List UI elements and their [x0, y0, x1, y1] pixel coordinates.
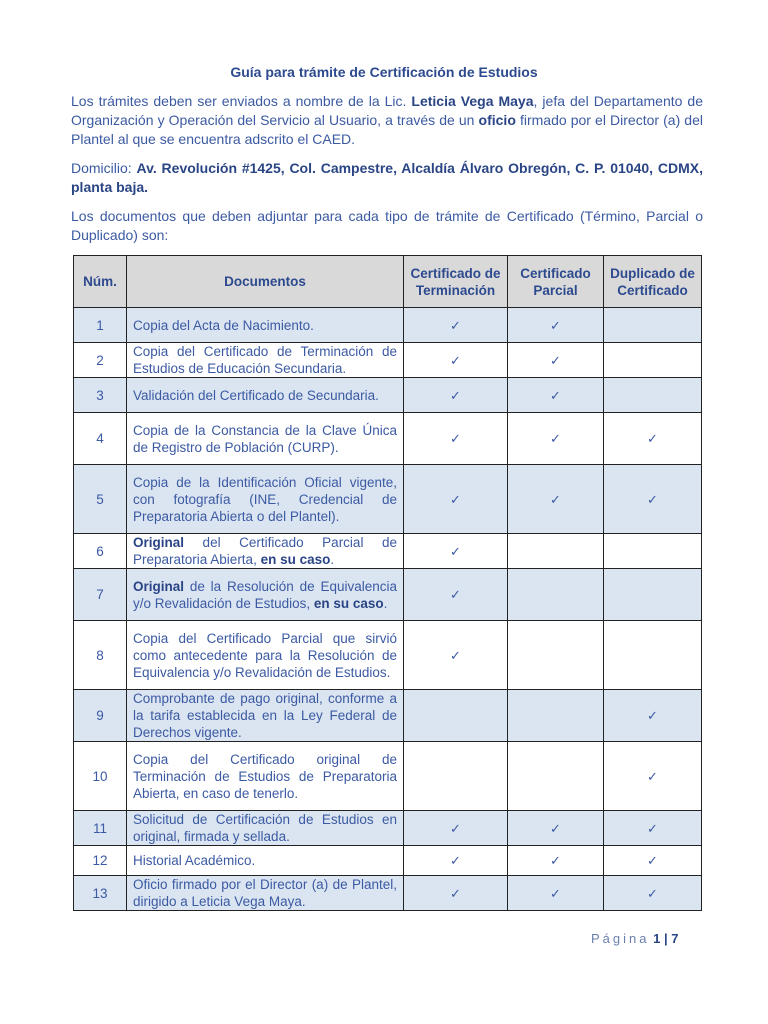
- table-row: [74, 569, 702, 621]
- check-cell-parcial: [508, 378, 604, 413]
- intro-paragraph: [71, 92, 703, 149]
- check-cell-term: [404, 621, 508, 690]
- checkmark-icon: ✓: [550, 885, 561, 901]
- check-cell-term: [404, 378, 508, 413]
- table-row: [74, 534, 702, 569]
- row-document: [127, 742, 404, 811]
- check-cell-parcial: [508, 413, 604, 465]
- check-cell-parcial: [508, 742, 604, 811]
- document-text: Copia de la Identificación Oficial vigente, con fotografía (INE, Credencial de Preparatoria Abierta o del Plantel).: [133, 474, 397, 524]
- check-cell-parcial: [508, 343, 604, 378]
- checkmark-icon: ✓: [550, 352, 561, 368]
- row-number: 12: [74, 846, 127, 876]
- address-label: Domicilio:: [71, 160, 137, 176]
- oficio-word: oficio: [478, 112, 516, 128]
- document-text-bold: Original: [133, 578, 185, 594]
- check-cell-dup: [604, 308, 702, 343]
- document-text-bold: en su caso: [260, 552, 331, 567]
- address-paragraph: [71, 159, 703, 197]
- row-document: [127, 811, 404, 846]
- address-value: Av. Revolución #1425, Col. Campestre, Alcaldía Álvaro Obregón, C. P. 01040, CDMX, planta baja.: [71, 160, 703, 195]
- row-document: [127, 413, 404, 465]
- check-cell-dup: [604, 690, 702, 742]
- check-cell-dup: [604, 343, 702, 378]
- document-text: Solicitud de Certificación de Estudios en original, firmada y sellada.: [133, 812, 397, 844]
- row-document: [127, 621, 404, 690]
- row-document: [127, 846, 404, 876]
- header-num: Núm.: [74, 256, 127, 308]
- checkmark-icon: ✓: [550, 387, 561, 403]
- row-number: 9: [74, 690, 127, 742]
- document-text: Copia del Acta de Nacimiento.: [133, 317, 314, 333]
- row-number: 4: [74, 413, 127, 465]
- check-cell-parcial: [508, 569, 604, 621]
- header-duplicado: Duplicado de Certificado: [604, 256, 702, 308]
- checkmark-icon: ✓: [450, 647, 461, 663]
- intro-text-1: Los trámites deben ser enviados a nombre de la Lic.: [71, 93, 412, 109]
- row-document: [127, 465, 404, 534]
- checkmark-icon: ✓: [647, 885, 658, 901]
- check-cell-parcial: [508, 846, 604, 876]
- page-title: Guía para trámite de Certificación de Estudios: [230, 64, 538, 80]
- intro-text-2: , jefa del Departamento de Organización y Operación del Servicio al Usuario, a través de un: [71, 93, 703, 128]
- check-cell-dup: [604, 534, 702, 569]
- page-total: 7: [671, 931, 679, 946]
- table-row: [74, 343, 702, 378]
- document-text: del Certificado Parcial de Preparatoria Abierta,: [133, 535, 397, 567]
- checkmark-icon: ✓: [450, 543, 461, 559]
- table-row: [74, 742, 702, 811]
- lead-paragraph: Los documentos que deben adjuntar para cada tipo de trámite de Certificado (Término, Parcial o Duplicado) son:: [71, 208, 703, 243]
- row-number: 8: [74, 621, 127, 690]
- check-cell-dup: [604, 465, 702, 534]
- table-row: [74, 811, 702, 846]
- check-cell-term: [404, 876, 508, 911]
- checkmark-icon: ✓: [647, 768, 658, 784]
- header-parcial: Certificado Parcial: [508, 256, 604, 308]
- header-terminacion: Certificado de Terminación: [404, 256, 508, 308]
- row-number: 5: [74, 465, 127, 534]
- check-cell-term: [404, 811, 508, 846]
- table-row: [74, 465, 702, 534]
- check-cell-parcial: [508, 621, 604, 690]
- check-cell-term: [404, 343, 508, 378]
- checkmark-icon: ✓: [450, 491, 461, 507]
- check-cell-dup: [604, 811, 702, 846]
- table-row: [74, 846, 702, 876]
- checkmark-icon: ✓: [647, 820, 658, 836]
- document-text: Copia de la Constancia de la Clave Única de Registro de Población (CURP).: [133, 422, 397, 455]
- checkmark-icon: ✓: [647, 853, 658, 868]
- table-row: [74, 413, 702, 465]
- table-row: [74, 876, 702, 911]
- document-text: Copia del Certificado Parcial que sirvió como antecedente para la Resolución de Equivalencia y/o Revalidación de Estudios.: [133, 630, 397, 680]
- document-text-bold: en su caso: [313, 595, 384, 611]
- check-cell-dup: [604, 413, 702, 465]
- document-text-bold: Original: [133, 535, 185, 550]
- check-cell-term: [404, 413, 508, 465]
- table-row: [74, 308, 702, 343]
- check-cell-term: [404, 534, 508, 569]
- header-documents: Documentos: [127, 256, 404, 308]
- table-row: [74, 621, 702, 690]
- check-cell-dup: [604, 621, 702, 690]
- check-cell-dup: [604, 569, 702, 621]
- page-label: Página: [591, 931, 650, 946]
- row-number: 11: [74, 811, 127, 846]
- document-text: Copia del Certificado original de Terminación de Estudios de Preparatoria Abierta, en caso de tenerlo.: [133, 751, 397, 801]
- page-separator: |: [663, 931, 668, 946]
- check-cell-term: [404, 465, 508, 534]
- checkmark-icon: ✓: [450, 387, 461, 403]
- checkmark-icon: ✓: [647, 708, 658, 723]
- checkmark-icon: ✓: [550, 853, 561, 868]
- check-cell-parcial: [508, 534, 604, 569]
- intro-text-3: firmado por el Director (a) del Plantel al que se encuentra adscrito el CAED.: [71, 112, 703, 147]
- check-cell-parcial: [508, 690, 604, 742]
- row-number: 10: [74, 742, 127, 811]
- checkmark-icon: ✓: [450, 317, 461, 333]
- checkmark-icon: ✓: [450, 431, 461, 446]
- table-row: [74, 378, 702, 413]
- page-current: 1: [653, 931, 661, 946]
- row-number: 3: [74, 378, 127, 413]
- row-document: [127, 343, 404, 378]
- check-cell-dup: [604, 846, 702, 876]
- document-text: Historial Académico.: [133, 853, 256, 868]
- checkmark-icon: ✓: [550, 820, 561, 836]
- row-document: [127, 308, 404, 343]
- row-number: 1: [74, 308, 127, 343]
- row-number: 7: [74, 569, 127, 621]
- row-document: [127, 534, 404, 569]
- check-cell-dup: [604, 378, 702, 413]
- document-text: .: [330, 552, 335, 567]
- document-text: Copia del Certificado de Terminación de Estudios de Educación Secundaria.: [133, 344, 397, 376]
- checkmark-icon: ✓: [450, 885, 461, 901]
- check-cell-term: [404, 742, 508, 811]
- check-cell-term: [404, 569, 508, 621]
- checkmark-icon: ✓: [550, 317, 561, 333]
- row-number: 13: [74, 876, 127, 911]
- table-header-row: [74, 256, 702, 308]
- check-cell-dup: [604, 876, 702, 911]
- document-text: de la Resolución de Equivalencia y/o Revalidación de Estudios,: [133, 578, 397, 611]
- row-document: [127, 378, 404, 413]
- check-cell-term: [404, 690, 508, 742]
- document-text: Oficio firmado por el Director (a) de Plantel, dirigido a Leticia Vega Maya.: [133, 877, 397, 909]
- checkmark-icon: ✓: [450, 853, 461, 868]
- recipient-name: Leticia Vega Maya: [411, 93, 534, 109]
- check-cell-term: [404, 846, 508, 876]
- page-number: [591, 931, 678, 946]
- row-number: 2: [74, 343, 127, 378]
- documents-table: [73, 255, 702, 911]
- checkmark-icon: ✓: [647, 431, 658, 446]
- check-cell-dup: [604, 742, 702, 811]
- row-document: [127, 876, 404, 911]
- row-number: 6: [74, 534, 127, 569]
- row-document: [127, 690, 404, 742]
- check-cell-term: [404, 308, 508, 343]
- check-cell-parcial: [508, 811, 604, 846]
- check-cell-parcial: [508, 308, 604, 343]
- check-cell-parcial: [508, 465, 604, 534]
- checkmark-icon: ✓: [450, 820, 461, 836]
- checkmark-icon: ✓: [647, 491, 658, 507]
- check-cell-parcial: [508, 876, 604, 911]
- checkmark-icon: ✓: [450, 587, 461, 602]
- checkmark-icon: ✓: [550, 491, 561, 507]
- table-row: [74, 690, 702, 742]
- document-text: .: [383, 595, 388, 611]
- checkmark-icon: ✓: [450, 352, 461, 368]
- row-document: [127, 569, 404, 621]
- checkmark-icon: ✓: [550, 431, 561, 446]
- document-text: Comprobante de pago original, conforme a la tarifa establecida en la Ley Federal de Derechos vigente.: [133, 691, 397, 740]
- document-text: Validación del Certificado de Secundaria.: [133, 387, 379, 403]
